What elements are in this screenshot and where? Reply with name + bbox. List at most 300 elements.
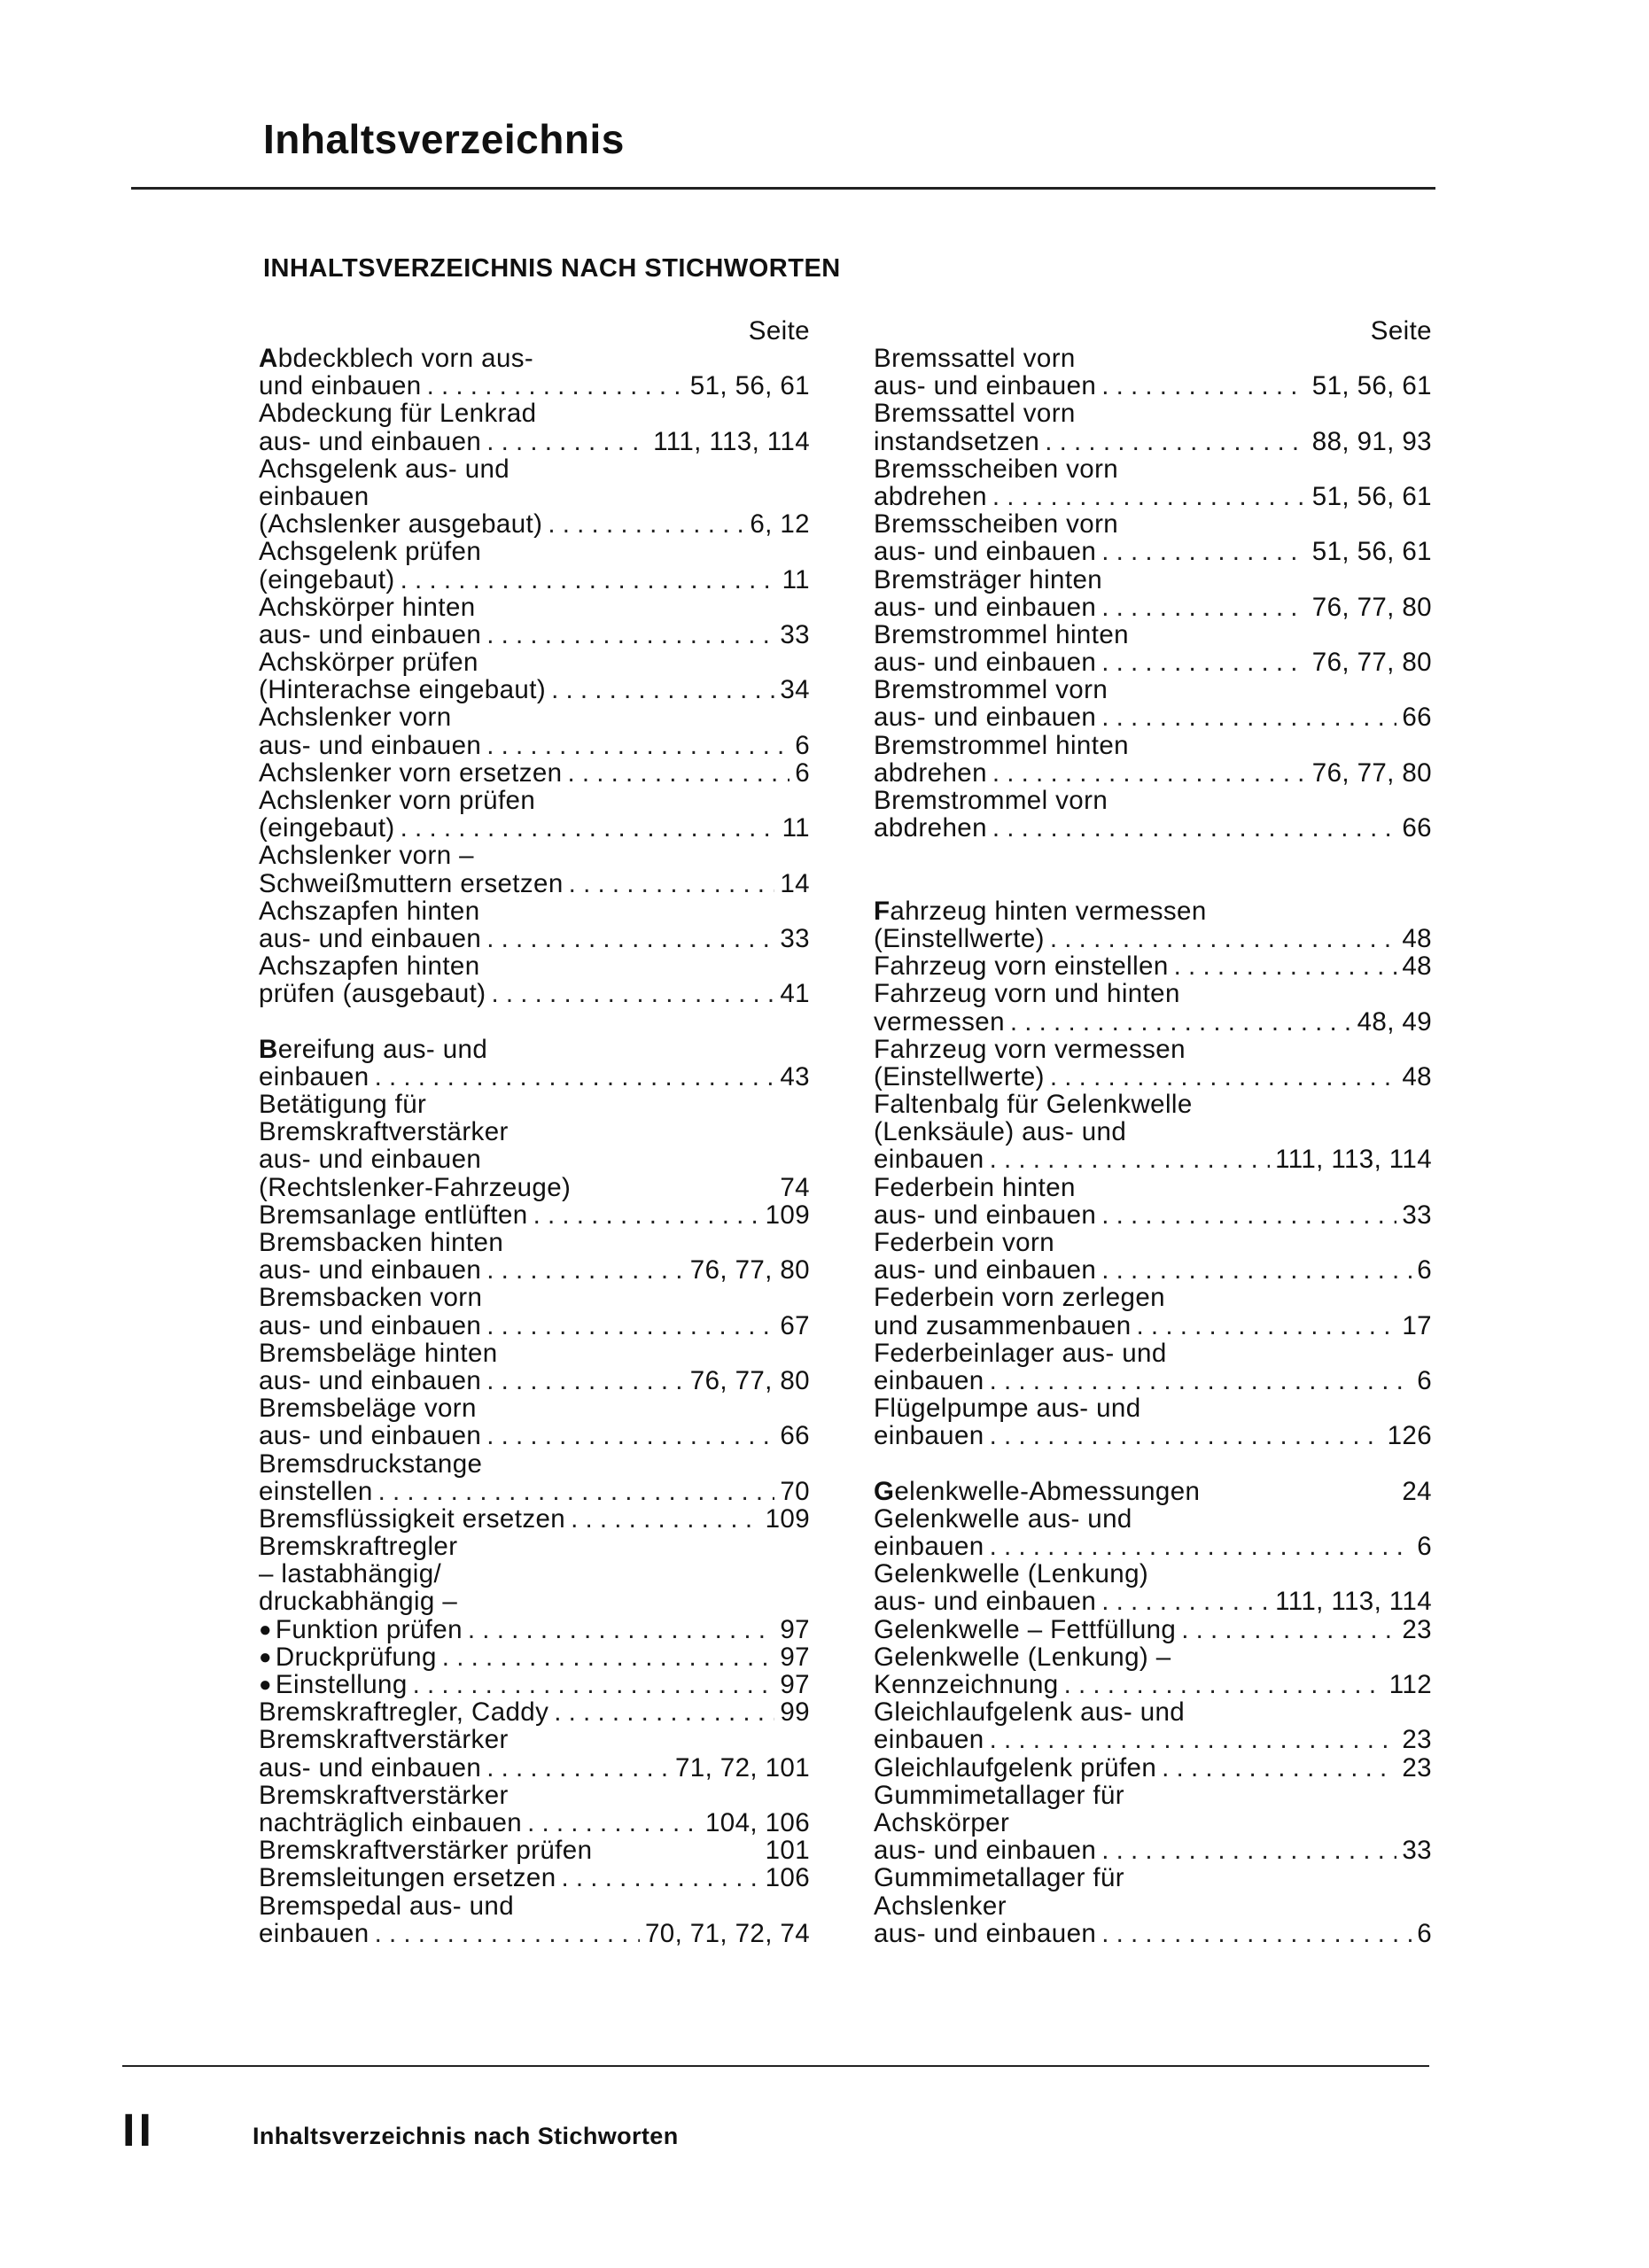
entry-label: aus- und einbauen	[259, 620, 482, 649]
entry-label: (Einstellwerte)	[874, 1062, 1045, 1091]
index-entry	[874, 1063, 1432, 1091]
page-ref: 126	[1387, 1422, 1432, 1450]
page-ref: 88, 91, 93	[1311, 427, 1432, 455]
index-entry	[874, 1588, 1432, 1615]
entry-text	[874, 1588, 1096, 1615]
dot-leader	[548, 510, 744, 538]
section-gap	[874, 1450, 1432, 1478]
index-entry	[259, 428, 810, 455]
index-entry-heading: Bremsträger hinten	[874, 565, 1103, 594]
index-entry-heading: Bremsbacken hinten	[259, 1229, 504, 1257]
bottom-divider	[122, 2065, 1429, 2067]
dot-leader	[1064, 1671, 1384, 1698]
index-entry-heading: Achslenker vorn –	[259, 842, 474, 870]
index-entry-heading: Gelenkwelle aus- und	[874, 1504, 1132, 1534]
dot-leader	[1162, 1754, 1396, 1782]
index-entry	[874, 1754, 1432, 1782]
index-column-left	[259, 317, 810, 1947]
dot-leader	[486, 621, 774, 649]
index-entry-heading: Bremsscheiben vorn	[874, 454, 1119, 483]
dot-leader	[486, 428, 648, 455]
bullet-icon: ●	[259, 1617, 272, 1642]
index-entry	[874, 1478, 1432, 1505]
index-entry-heading: Bremstrommel hinten	[874, 731, 1129, 759]
dot-leader	[378, 1478, 775, 1505]
index-entry-heading: Bremssattel vorn	[874, 345, 1076, 373]
entry-label: aus- und einbauen	[874, 538, 1097, 566]
index-entry	[259, 1063, 810, 1091]
page-ref: 48	[1402, 924, 1432, 953]
entry-label: (Hinterachse eingebaut)	[259, 676, 547, 704]
entry-label: aus- und einbauen	[874, 1837, 1097, 1865]
dot-leader	[486, 732, 789, 759]
entry-text	[259, 1837, 592, 1864]
index-entry-heading: Federbein vorn	[874, 1229, 1055, 1257]
page-ref: 34	[780, 676, 810, 704]
entry-text	[874, 1533, 984, 1560]
entry-label: einbauen	[874, 1366, 984, 1395]
index-entry	[259, 1367, 810, 1394]
entry-text	[259, 1201, 528, 1229]
dot-leader	[486, 925, 774, 952]
index-entry	[259, 814, 810, 842]
index-entry	[259, 1864, 810, 1891]
dot-leader	[1101, 1588, 1270, 1615]
page-ref: 24	[1402, 1477, 1432, 1505]
index-entry-heading: Flügelpumpe aus- und	[874, 1394, 1141, 1423]
entry-text	[259, 1367, 481, 1394]
index-entry	[874, 1671, 1432, 1698]
index-entry	[874, 1920, 1432, 1947]
index-entry-heading: Bremsbeläge hinten	[259, 1339, 498, 1367]
entry-text	[259, 925, 481, 952]
entry-text	[874, 814, 987, 842]
section-gap	[259, 1008, 810, 1036]
entry-text	[874, 952, 1169, 980]
index-entry-heading: Bremsscheiben vorn	[874, 510, 1119, 539]
entry-text	[259, 1920, 369, 1947]
entry-label: Funktion prüfen	[275, 1615, 463, 1643]
entry-text	[259, 621, 481, 649]
index-entry-heading: druckabhängig –	[259, 1588, 458, 1616]
page-ref: 99	[780, 1698, 810, 1727]
index-entry-heading: Bremskraftregler	[259, 1533, 458, 1561]
index-entry-heading: Achskörper hinten	[259, 593, 476, 621]
footer-title: Inhaltsverzeichnis nach Stichworten	[253, 2123, 679, 2149]
index-entry-heading: Bereifung aus- und	[259, 1035, 488, 1063]
index-entry	[259, 1201, 810, 1229]
entry-label: und zusammenbauen	[874, 1311, 1132, 1340]
entry-text	[259, 980, 486, 1007]
page-ref: 111, 113, 114	[1275, 1588, 1432, 1616]
entry-text	[874, 1312, 1132, 1340]
index-entry-heading: Federbein hinten	[874, 1173, 1076, 1201]
entry-label: abdrehen	[874, 758, 987, 787]
entry-text	[874, 1754, 1156, 1782]
entry-text	[259, 1063, 369, 1091]
entry-text	[259, 372, 422, 400]
dot-leader	[1101, 1920, 1412, 1947]
page-ref: 33	[1402, 1200, 1432, 1229]
index-entry	[259, 1478, 810, 1505]
dot-leader	[1045, 428, 1307, 455]
dot-leader	[1101, 1256, 1412, 1284]
index-entry	[259, 1256, 810, 1284]
index-entry-heading: einbauen	[259, 482, 369, 511]
entry-label: Einstellung	[275, 1671, 408, 1699]
dot-leader	[486, 1367, 685, 1394]
page-ref: 41	[780, 980, 810, 1008]
entry-text	[874, 1063, 1045, 1091]
entry-label: Bremskraftregler, Caddy	[259, 1698, 549, 1727]
entry-label: Bremsanlage entlüften	[259, 1200, 528, 1229]
dot-leader	[486, 1256, 685, 1284]
entry-label: Gleichlaufgelenk prüfen	[874, 1753, 1157, 1782]
index-entry-heading: Faltenbalg für Gelenkwelle	[874, 1091, 1193, 1119]
entry-label: aus- und einbauen	[874, 593, 1097, 621]
entry-label: (eingebaut)	[259, 814, 395, 843]
seite-label: Seite	[1370, 316, 1432, 346]
page-ref: 111, 113, 114	[653, 427, 810, 455]
entry-label: einbauen	[874, 1146, 984, 1174]
entry-label: (Achslenker ausgebaut)	[259, 510, 543, 539]
dot-leader	[1050, 1063, 1396, 1091]
entry-label: Bremsleitungen ersetzen	[259, 1864, 556, 1892]
entry-text	[874, 1616, 1176, 1643]
entry-label: (Einstellwerte)	[874, 924, 1045, 953]
entry-label: vermessen	[874, 1007, 1005, 1036]
index-entry-heading: Federbeinlager aus- und	[874, 1339, 1167, 1367]
index-entry-heading: Bremssattel vorn	[874, 400, 1076, 428]
entry-label: Bremskraftverstärker prüfen	[259, 1837, 593, 1865]
entry-text	[874, 1726, 984, 1753]
entry-text	[874, 372, 1096, 400]
page-ref: 6	[1417, 1256, 1432, 1285]
index-entry	[259, 621, 810, 649]
entry-text	[259, 1505, 565, 1533]
index-entry-heading: Fahrzeug vorn vermessen	[874, 1035, 1186, 1063]
index-entry	[874, 1256, 1432, 1284]
page-ref: 6	[1417, 1533, 1432, 1561]
index-entry-heading: Achszapfen hinten	[259, 897, 480, 925]
index-entry	[874, 925, 1432, 952]
dot-leader	[1101, 1837, 1396, 1864]
dot-leader	[551, 676, 774, 703]
dot-leader	[1101, 649, 1307, 676]
index-entry-heading: Achskörper prüfen	[259, 649, 478, 677]
index-entry	[259, 566, 810, 594]
index-entry-heading: Gleichlaufgelenk aus- und	[874, 1698, 1186, 1727]
entry-text	[259, 1422, 481, 1449]
index-entry-heading: Bremskraftverstärker	[259, 1726, 509, 1754]
index-entry-heading: Abdeckung für Lenkrad	[259, 400, 537, 428]
dot-leader	[427, 372, 685, 400]
entry-text	[874, 1422, 984, 1449]
entry-label: aus- und einbauen	[874, 703, 1097, 732]
page-ref: 14	[780, 869, 810, 897]
index-entry-heading: Gelenkwelle (Lenkung) –	[874, 1643, 1171, 1671]
index-entry	[259, 676, 810, 703]
index-entry	[259, 1809, 810, 1837]
page-ref: 48, 49	[1357, 1007, 1432, 1036]
entry-text	[259, 1698, 548, 1726]
entry-label: aus- und einbauen	[259, 1422, 482, 1450]
index-entry-heading: Gelenkwelle (Lenkung)	[874, 1560, 1149, 1588]
dot-leader	[1101, 594, 1307, 621]
index-entry	[874, 1837, 1432, 1864]
entry-text	[259, 510, 542, 538]
index-entry	[874, 428, 1432, 455]
entry-label: nachträglich einbauen	[259, 1808, 523, 1837]
entry-label: abdrehen	[874, 814, 987, 843]
seite-label: Seite	[748, 316, 810, 346]
entry-text	[259, 1616, 463, 1643]
entry-text	[259, 1643, 437, 1671]
entry-text	[259, 1671, 408, 1698]
entry-label: aus- und einbauen	[874, 1919, 1097, 1947]
entry-label: prüfen (ausgebaut)	[259, 980, 486, 1008]
entry-text	[874, 1201, 1096, 1229]
dot-leader	[1101, 538, 1307, 565]
entry-text	[874, 428, 1039, 455]
entry-text	[874, 703, 1096, 731]
page-ref: 6	[795, 758, 810, 787]
dot-leader	[990, 1146, 1271, 1173]
index-entry	[874, 594, 1432, 621]
entry-label: Gelenkwelle-Abmessungen	[874, 1477, 1201, 1505]
dot-leader	[375, 1920, 640, 1947]
dot-leader	[1174, 952, 1397, 980]
index-entry	[874, 1533, 1432, 1560]
page-ref: 66	[1402, 703, 1432, 732]
index-entry	[259, 1616, 810, 1643]
index-entry-heading: Bremstrommel hinten	[874, 620, 1129, 649]
entry-text	[874, 483, 987, 510]
entry-text	[259, 676, 546, 703]
dot-leader	[375, 1063, 775, 1091]
page-ref: 97	[780, 1615, 810, 1643]
page-ref: 51, 56, 61	[1311, 538, 1432, 566]
index-entry	[874, 1726, 1432, 1753]
entry-text	[259, 1864, 556, 1891]
entry-text	[259, 814, 395, 842]
dot-leader	[486, 1312, 774, 1340]
page-ref: 76, 77, 80	[1311, 593, 1432, 621]
entry-text	[259, 428, 481, 455]
index-entry-heading: Fahrzeug hinten vermessen	[874, 897, 1207, 925]
index-entry-heading: Bremstrommel vorn	[874, 676, 1108, 704]
index-entry	[874, 1616, 1432, 1643]
page-ref: 109	[765, 1200, 810, 1229]
entry-label: Bremsflüssigkeit ersetzen	[259, 1504, 566, 1534]
dot-leader	[990, 1533, 1412, 1560]
entry-label: aus- und einbauen	[874, 649, 1097, 677]
page-ref: 66	[780, 1422, 810, 1450]
index-entry-heading: aus- und einbauen	[259, 1146, 482, 1174]
index-entry	[259, 759, 810, 787]
index-entry-heading: Gummimetallager für	[874, 1781, 1125, 1809]
entry-label: aus- und einbauen	[874, 1200, 1097, 1229]
page-ref: 76, 77, 80	[1311, 758, 1432, 787]
page-ref: 76, 77, 80	[689, 1366, 810, 1395]
entry-label: aus- und einbauen	[259, 1753, 482, 1782]
entry-label: abdrehen	[874, 482, 987, 511]
index-entry-heading: Bremskraftverstärker	[259, 1118, 509, 1146]
entry-label: aus- und einbauen	[259, 427, 482, 455]
section-gap	[874, 870, 1432, 897]
index-entry	[874, 1146, 1432, 1173]
page-ref: 104, 106	[704, 1808, 810, 1837]
dot-leader	[413, 1671, 775, 1698]
page-ref: 23	[1402, 1726, 1432, 1754]
entry-text	[259, 732, 481, 759]
dot-leader	[990, 1726, 1397, 1753]
dot-leader	[1101, 1201, 1396, 1229]
entry-label: aus- und einbauen	[259, 731, 482, 759]
page-ref: 6, 12	[750, 510, 810, 539]
entry-text	[874, 1367, 984, 1394]
page-ref: 6	[1417, 1919, 1432, 1947]
index-entry-heading: Fahrzeug vorn und hinten	[874, 980, 1180, 1008]
index-entries	[874, 345, 1432, 1947]
index-entry	[874, 814, 1432, 842]
dot-leader	[486, 1422, 774, 1449]
index-entry	[874, 372, 1432, 400]
index-entry	[259, 372, 810, 400]
entry-label: aus- und einbauen	[874, 1256, 1097, 1285]
entry-label: einbauen	[874, 1726, 984, 1754]
index-entry-heading: Betätigung für	[259, 1091, 427, 1119]
index-entry	[874, 483, 1432, 510]
index-entry	[874, 952, 1432, 980]
section-heading: INHALTSVERZEICHNIS NACH STICHWORTEN	[263, 254, 841, 283]
entry-label: Druckprüfung	[275, 1643, 437, 1671]
index-entry	[874, 538, 1432, 565]
index-entry-heading: Achslenker	[874, 1891, 1007, 1920]
index-entry	[259, 1312, 810, 1340]
index-entry	[259, 1422, 810, 1449]
dot-leader	[401, 566, 777, 594]
dot-leader	[1050, 925, 1396, 952]
entry-label: (eingebaut)	[259, 565, 395, 594]
page-ref: 17	[1402, 1311, 1432, 1340]
index-entry-heading: Federbein vorn zerlegen	[874, 1284, 1165, 1312]
index-entry	[259, 1698, 810, 1726]
index-entries	[259, 345, 810, 1947]
index-entry-heading: Bremspedal aus- und	[259, 1891, 515, 1920]
page-ref: 70, 71, 72, 74	[644, 1919, 810, 1947]
page-ref: 101	[765, 1837, 810, 1865]
index-entry	[259, 925, 810, 952]
index-entry-heading: Bremskraftverstärker	[259, 1781, 509, 1809]
entry-text	[259, 566, 395, 594]
index-entry	[259, 1754, 810, 1782]
entry-text	[874, 1671, 1059, 1698]
entry-label: einbauen	[874, 1533, 984, 1561]
index-entry	[874, 703, 1432, 731]
entry-text	[874, 1256, 1096, 1284]
index-entry	[874, 1367, 1432, 1394]
page-ref: 66	[1402, 814, 1432, 843]
page-ref: 48	[1402, 952, 1432, 981]
entry-text	[874, 1837, 1096, 1864]
dot-leader	[567, 759, 789, 787]
entry-text	[259, 1754, 481, 1782]
entry-label: (Rechtslenker-Fahrzeuge)	[259, 1173, 572, 1201]
index-entry-heading: Achsgelenk aus- und	[259, 454, 510, 483]
dot-leader	[562, 1864, 760, 1891]
page-ref: 6	[1417, 1366, 1432, 1395]
dot-leader	[990, 1367, 1412, 1394]
page-ref: 33	[1402, 1837, 1432, 1865]
entry-text	[874, 759, 987, 787]
entry-label: Schweißmuttern ersetzen	[259, 869, 564, 897]
entry-label: aus- und einbauen	[259, 1311, 482, 1340]
entry-label: aus- und einbauen	[874, 1588, 1097, 1616]
page-ref: 71, 72, 101	[674, 1753, 810, 1782]
entry-text	[874, 1146, 984, 1173]
dot-leader	[401, 814, 777, 842]
page-ref: 11	[782, 565, 810, 594]
dot-leader	[527, 1809, 700, 1837]
page-ref: 23	[1402, 1753, 1432, 1782]
page-ref: 11	[782, 814, 810, 843]
page-ref: 51, 56, 61	[1311, 482, 1432, 511]
entry-label: Gelenkwelle – Fettfüllung	[874, 1615, 1177, 1643]
page-ref: 74	[780, 1173, 810, 1201]
index-entry	[259, 1643, 810, 1671]
entry-label: Kennzeichnung	[874, 1671, 1059, 1699]
page-ref: 6	[795, 731, 810, 759]
index-entry-heading: Gummimetallager für	[874, 1864, 1125, 1892]
section-gap	[874, 842, 1432, 869]
bullet-icon: ●	[259, 1673, 272, 1697]
entry-text	[259, 1809, 522, 1837]
top-divider	[131, 187, 1435, 190]
index-entry-heading: (Lenksäule) aus- und	[874, 1118, 1127, 1146]
entry-label: einbauen	[259, 1919, 369, 1947]
index-entry-heading: Achszapfen hinten	[259, 952, 480, 981]
page-ref: 111, 113, 114	[1275, 1146, 1432, 1174]
index-entry	[259, 870, 810, 897]
dot-leader	[486, 1754, 670, 1782]
entry-text	[874, 538, 1096, 565]
entry-text	[874, 594, 1096, 621]
entry-label: einstellen	[259, 1477, 373, 1505]
entry-label: Achslenker vorn ersetzen	[259, 758, 563, 787]
page-ref: 106	[765, 1864, 810, 1892]
dot-leader	[1010, 1008, 1352, 1036]
page-ref: 33	[780, 620, 810, 649]
entry-text	[874, 1478, 1200, 1505]
index-entry-heading: Bremsbacken vorn	[259, 1284, 483, 1312]
page-ref: 51, 56, 61	[689, 372, 810, 400]
index-entry-heading: – lastabhängig/	[259, 1560, 442, 1588]
dot-leader	[990, 1422, 1382, 1449]
dot-leader	[554, 1698, 774, 1726]
index-entry-heading: Achslenker vorn prüfen	[259, 787, 536, 815]
entry-text	[259, 870, 564, 897]
index-entry	[874, 649, 1432, 676]
entry-text	[259, 1174, 571, 1201]
index-entry-heading: Bremstrommel vorn	[874, 787, 1108, 815]
dot-leader	[569, 870, 775, 897]
index-entry	[259, 1174, 810, 1201]
page-ref: 70	[780, 1477, 810, 1505]
index-entry	[259, 980, 810, 1007]
index-entry	[874, 1008, 1432, 1036]
index-entry-heading: Bremsbeläge vorn	[259, 1394, 477, 1423]
